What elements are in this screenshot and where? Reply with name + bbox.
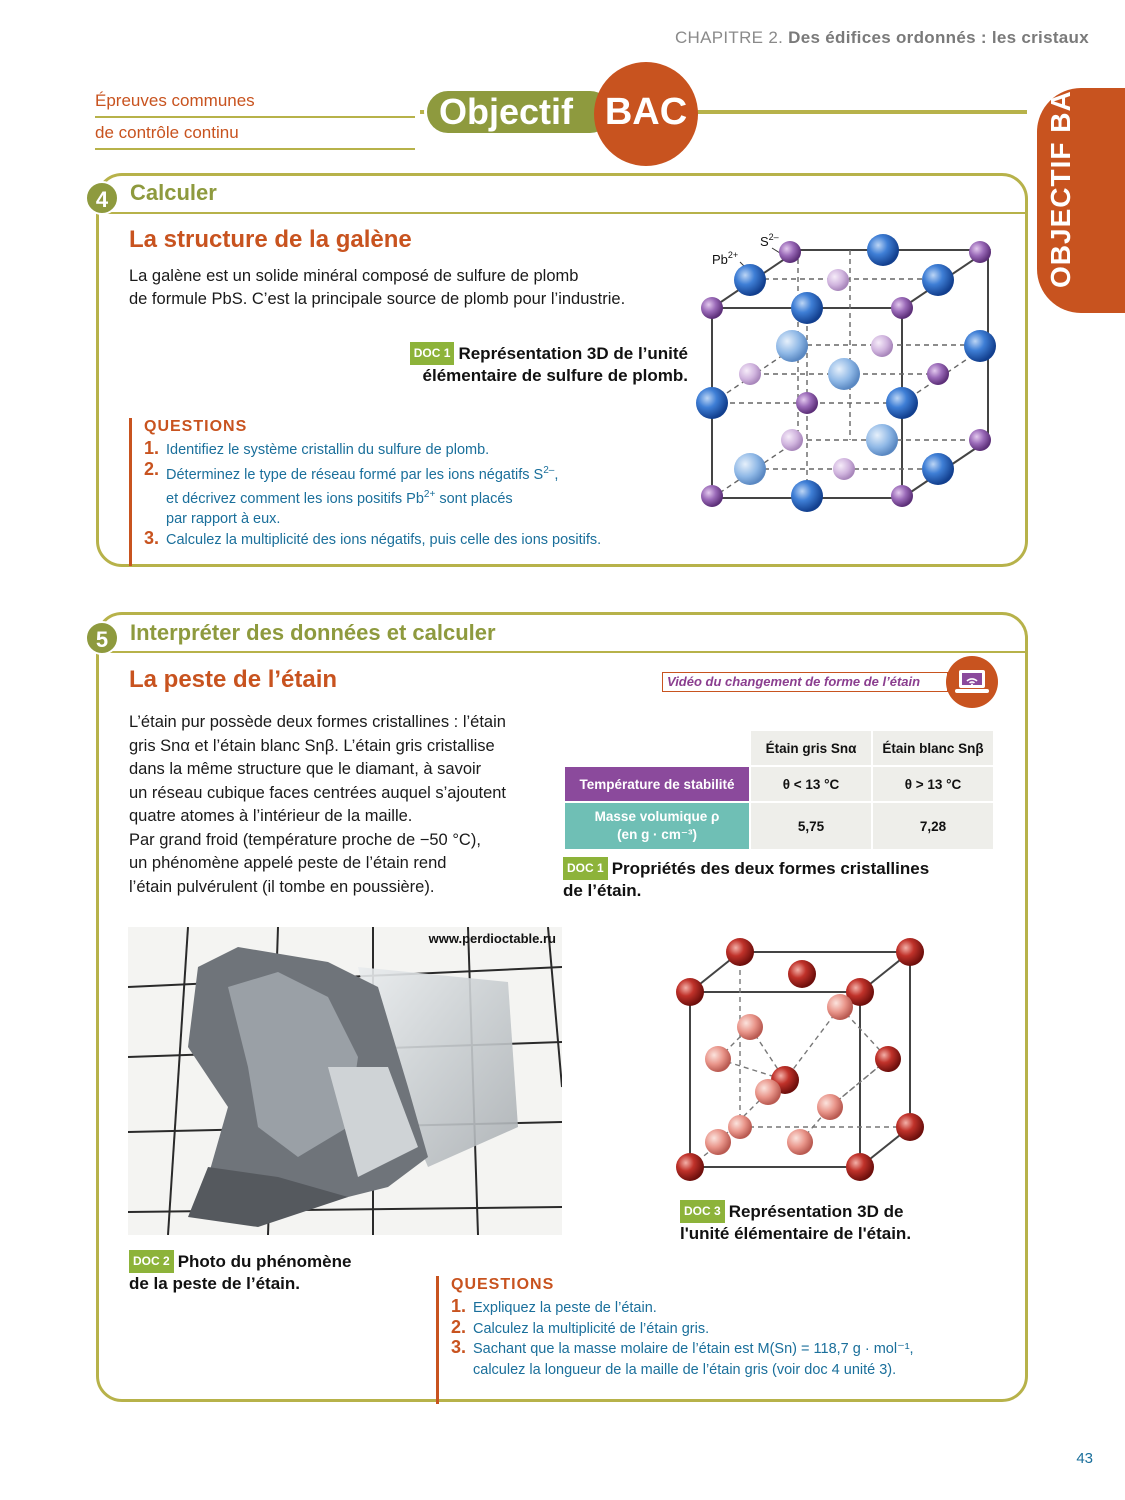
ion-pb bbox=[866, 424, 898, 456]
ex4-doc1-caption-line1: Représentation 3D de l’unité bbox=[458, 344, 688, 363]
laptop-wifi-icon bbox=[946, 656, 998, 708]
ion-pb bbox=[867, 234, 899, 266]
table-cell: θ < 13 °C bbox=[750, 766, 872, 802]
ion-s bbox=[701, 485, 723, 507]
exercise-4-questions bbox=[129, 418, 689, 566]
atom-corner bbox=[846, 1153, 874, 1181]
ex5-text-line: l’étain pulvérulent (il tombe en poussière). bbox=[129, 877, 435, 896]
ex4-q3-text: Calculez la multiplicité des ions négatifs, puis celle des ions positifs. bbox=[166, 531, 602, 548]
atom-corner bbox=[896, 938, 924, 966]
table-corner bbox=[564, 730, 750, 766]
ex4-q2-line3: par rapport à eux. bbox=[166, 511, 281, 528]
label-pb: $Pb^{2+}$ bbox=[712, 250, 739, 267]
ex5-text-line: dans la même structure que le diamant, à savoir bbox=[129, 760, 482, 778]
ex5-doc3-caption-line1: Représentation 3D de bbox=[728, 1202, 904, 1221]
exercise-5-number: 5 bbox=[85, 621, 119, 655]
side-tab[interactable] bbox=[1037, 69, 1125, 313]
ion-s bbox=[833, 458, 855, 480]
exercise-4-number: 4 bbox=[85, 181, 119, 215]
ex5-doc2-caption-line2: de la peste de l’étain. bbox=[129, 1274, 301, 1293]
table-cell: 7,28 bbox=[872, 802, 994, 850]
ex5-text-line: gris Snα et l’étain blanc Snβ. L’étain gris cristallise bbox=[129, 736, 495, 755]
ex5-q3-line1: Sachant que la masse molaire de l’étain est M(Sn) = 118,7 g · mol⁻¹, bbox=[473, 1341, 914, 1357]
ion-s bbox=[779, 241, 801, 263]
ex5-doc3-caption-line2: l'unité élémentaire de l'étain. bbox=[680, 1224, 912, 1243]
ex4-q2-line2: et décrivez comment les ions positifs Pb bbox=[166, 490, 424, 507]
photo-url: www.perdioctable.ru bbox=[428, 931, 556, 946]
ion-pb bbox=[791, 292, 823, 324]
ex4-q3-num: 3. bbox=[144, 527, 160, 548]
ex5-text-line: un réseau cubique faces centrées auquel s’ajoutent bbox=[129, 783, 507, 802]
ex5-doc2-tag: DOC 2 bbox=[129, 1250, 174, 1273]
ex4-questions-title: QUESTIONS bbox=[144, 418, 248, 435]
ex4-q1-text: Identifiez le système cristallin du sulfure de plomb. bbox=[166, 442, 490, 458]
ion-s bbox=[891, 297, 913, 319]
ion-s bbox=[891, 485, 913, 507]
tin-pest-photo bbox=[128, 927, 562, 1235]
ex4-doc1-tag: DOC 1 bbox=[410, 342, 455, 365]
atom-corner bbox=[676, 1153, 704, 1181]
ex5-doc2-caption-line1: Photo du phénomène bbox=[177, 1252, 352, 1271]
density-label-line1: Masse volumique ρ bbox=[594, 809, 720, 824]
exercise-4-title-rule bbox=[99, 212, 1025, 214]
density-label-line2: (en g · cm⁻³) bbox=[617, 827, 697, 842]
ex4-question-2 bbox=[144, 458, 689, 530]
ex4-q1-num: 1. bbox=[144, 438, 160, 458]
ex5-q2-text: Calculez la multiplicité de l’étain gris. bbox=[473, 1320, 710, 1337]
ex4-q2-line2-sup: 2+ bbox=[423, 488, 436, 500]
table-row bbox=[564, 802, 994, 850]
ex5-doc1-tag: DOC 1 bbox=[563, 857, 608, 880]
atom-face bbox=[788, 960, 816, 988]
exercise-4-text-line1: La galène est un solide minéral composé de sulfure de plomb bbox=[129, 267, 579, 285]
ion-pb bbox=[964, 330, 996, 362]
ex5-doc1-caption-line1: Propriétés des deux formes cristallines bbox=[611, 859, 930, 878]
ex5-q3-line2: calculez la longueur de la maille de l’étain gris (voir doc 4 unité 3). bbox=[473, 1361, 897, 1378]
ion-s bbox=[927, 363, 949, 385]
exercise-4-text bbox=[129, 265, 625, 311]
exercise-4-text-line2: de formule PbS. C’est la principale source de plomb pour l’industrie. bbox=[129, 290, 626, 308]
ion-pb bbox=[886, 387, 918, 419]
side-tab-label: OBJECTIF BAC bbox=[1045, 69, 1076, 288]
exercise-5-title: La peste de l’étain bbox=[129, 666, 338, 693]
ex5-doc3-caption bbox=[680, 1200, 980, 1244]
table-cell: θ > 13 °C bbox=[872, 766, 994, 802]
ion-pb bbox=[734, 453, 766, 485]
atom-interior bbox=[737, 1014, 763, 1040]
atom-interior bbox=[755, 1079, 781, 1105]
ex5-text-line: quatre atomes à l’intérieur de la maille. bbox=[129, 807, 413, 825]
ex5-doc1-caption bbox=[563, 857, 993, 901]
atom-face bbox=[875, 1046, 901, 1072]
video-button[interactable] bbox=[946, 656, 998, 708]
ex4-doc1-caption-line2: élémentaire de sulfure de plomb. bbox=[422, 366, 688, 385]
ex4-q2-line1-sup: 2– bbox=[543, 464, 555, 476]
atom-corner bbox=[726, 938, 754, 966]
atom-face bbox=[787, 1129, 813, 1155]
chapter-header bbox=[675, 28, 1089, 48]
table-row bbox=[564, 766, 994, 802]
ex5-text-line: Par grand froid (température proche de −50 °C), bbox=[129, 830, 481, 849]
atom-face bbox=[705, 1046, 731, 1072]
ex5-text-line: un phénomène appelé peste de l’étain rend bbox=[129, 854, 447, 872]
ion-s bbox=[796, 392, 818, 414]
video-link[interactable]: Vidéo du changement de forme de l’étain bbox=[662, 672, 948, 692]
ion-s bbox=[827, 269, 849, 291]
table-col-white-tin: Étain blanc Snβ bbox=[872, 730, 994, 766]
table-cell: 5,75 bbox=[750, 802, 872, 850]
table-row-label-temperature: Température de stabilité bbox=[564, 766, 750, 802]
ion-pb bbox=[776, 330, 808, 362]
tin-pest-photo-art bbox=[128, 927, 562, 1235]
ex5-q1-text: Expliquez la peste de l’étain. bbox=[473, 1300, 657, 1316]
exercise-5-title-rule bbox=[99, 651, 1025, 653]
ion-pb bbox=[696, 387, 728, 419]
ion-pb bbox=[734, 264, 766, 296]
atom-corner bbox=[676, 978, 704, 1006]
ion-pb bbox=[828, 358, 860, 390]
ion-s bbox=[781, 429, 803, 451]
ion-pb bbox=[791, 480, 823, 512]
atom-interior bbox=[817, 1094, 843, 1120]
table-header-row bbox=[564, 730, 994, 766]
ex4-q2-line2-end: sont placés bbox=[435, 490, 513, 507]
pbs-crystal-diagram bbox=[690, 228, 1020, 528]
ex5-doc2-caption bbox=[129, 1250, 429, 1294]
ex4-q2-line1-end: , bbox=[554, 466, 559, 483]
ion-s bbox=[969, 429, 991, 451]
atom-interior bbox=[827, 994, 853, 1020]
exercise-4-title: La structure de la galène bbox=[129, 226, 412, 253]
ex4-doc1-caption bbox=[378, 342, 688, 386]
tin-properties-table bbox=[563, 729, 995, 851]
atom-face bbox=[705, 1129, 731, 1155]
ex5-doc1-caption-line2: de l’étain. bbox=[563, 881, 642, 900]
tin-crystal-diagram bbox=[670, 932, 940, 1192]
ex5-question-1 bbox=[451, 1298, 996, 1319]
ex5-q1-num: 1. bbox=[451, 1296, 467, 1316]
ex4-question-3 bbox=[144, 527, 689, 551]
label-s: $S^{2-}$ bbox=[760, 232, 779, 249]
ion-pb bbox=[922, 264, 954, 296]
ex5-doc3-tag: DOC 3 bbox=[680, 1200, 725, 1223]
objectif-label: Objectif bbox=[424, 88, 614, 136]
table-row-label-density bbox=[564, 802, 750, 850]
atom-corner bbox=[896, 1113, 924, 1141]
exercise-5-questions bbox=[436, 1276, 996, 1404]
epreuves-label bbox=[95, 86, 415, 150]
ex4-q2-num: 2. bbox=[144, 458, 160, 479]
ion-pb bbox=[922, 453, 954, 485]
exercise-4-heading: Calculer bbox=[130, 180, 217, 205]
ex4-question-1 bbox=[144, 440, 689, 461]
table-col-grey-tin: Étain gris Snα bbox=[750, 730, 872, 766]
ex5-text-line: L’étain pur possède deux formes cristallines : l’étain bbox=[129, 713, 506, 731]
ex5-questions-title: QUESTIONS bbox=[451, 1276, 555, 1293]
exercise-5-heading: Interpréter des données et calculer bbox=[130, 620, 496, 645]
ex5-question-3 bbox=[451, 1339, 996, 1380]
page-number: 43 bbox=[1076, 1450, 1093, 1467]
epreuves-line1: Épreuves communes bbox=[95, 86, 415, 118]
exercise-5-text bbox=[129, 711, 549, 899]
bac-badge: BAC bbox=[594, 62, 698, 166]
ion-s bbox=[739, 363, 761, 385]
ion-s bbox=[701, 297, 723, 319]
ion-s bbox=[969, 241, 991, 263]
ex5-q2-num: 2. bbox=[451, 1316, 467, 1337]
atom-corner bbox=[728, 1115, 752, 1139]
epreuves-line2: de contrôle continu bbox=[95, 118, 415, 150]
chapter-title: Des édifices ordonnés : les cristaux bbox=[788, 28, 1089, 47]
chapter-prefix: CHAPITRE 2. bbox=[674, 28, 784, 47]
ex4-q2-line1: Déterminez le type de réseau formé par les ions négatifs S bbox=[166, 466, 544, 483]
ex5-question-2 bbox=[451, 1316, 996, 1340]
ex5-q3-num: 3. bbox=[451, 1337, 467, 1357]
ion-s bbox=[871, 335, 893, 357]
